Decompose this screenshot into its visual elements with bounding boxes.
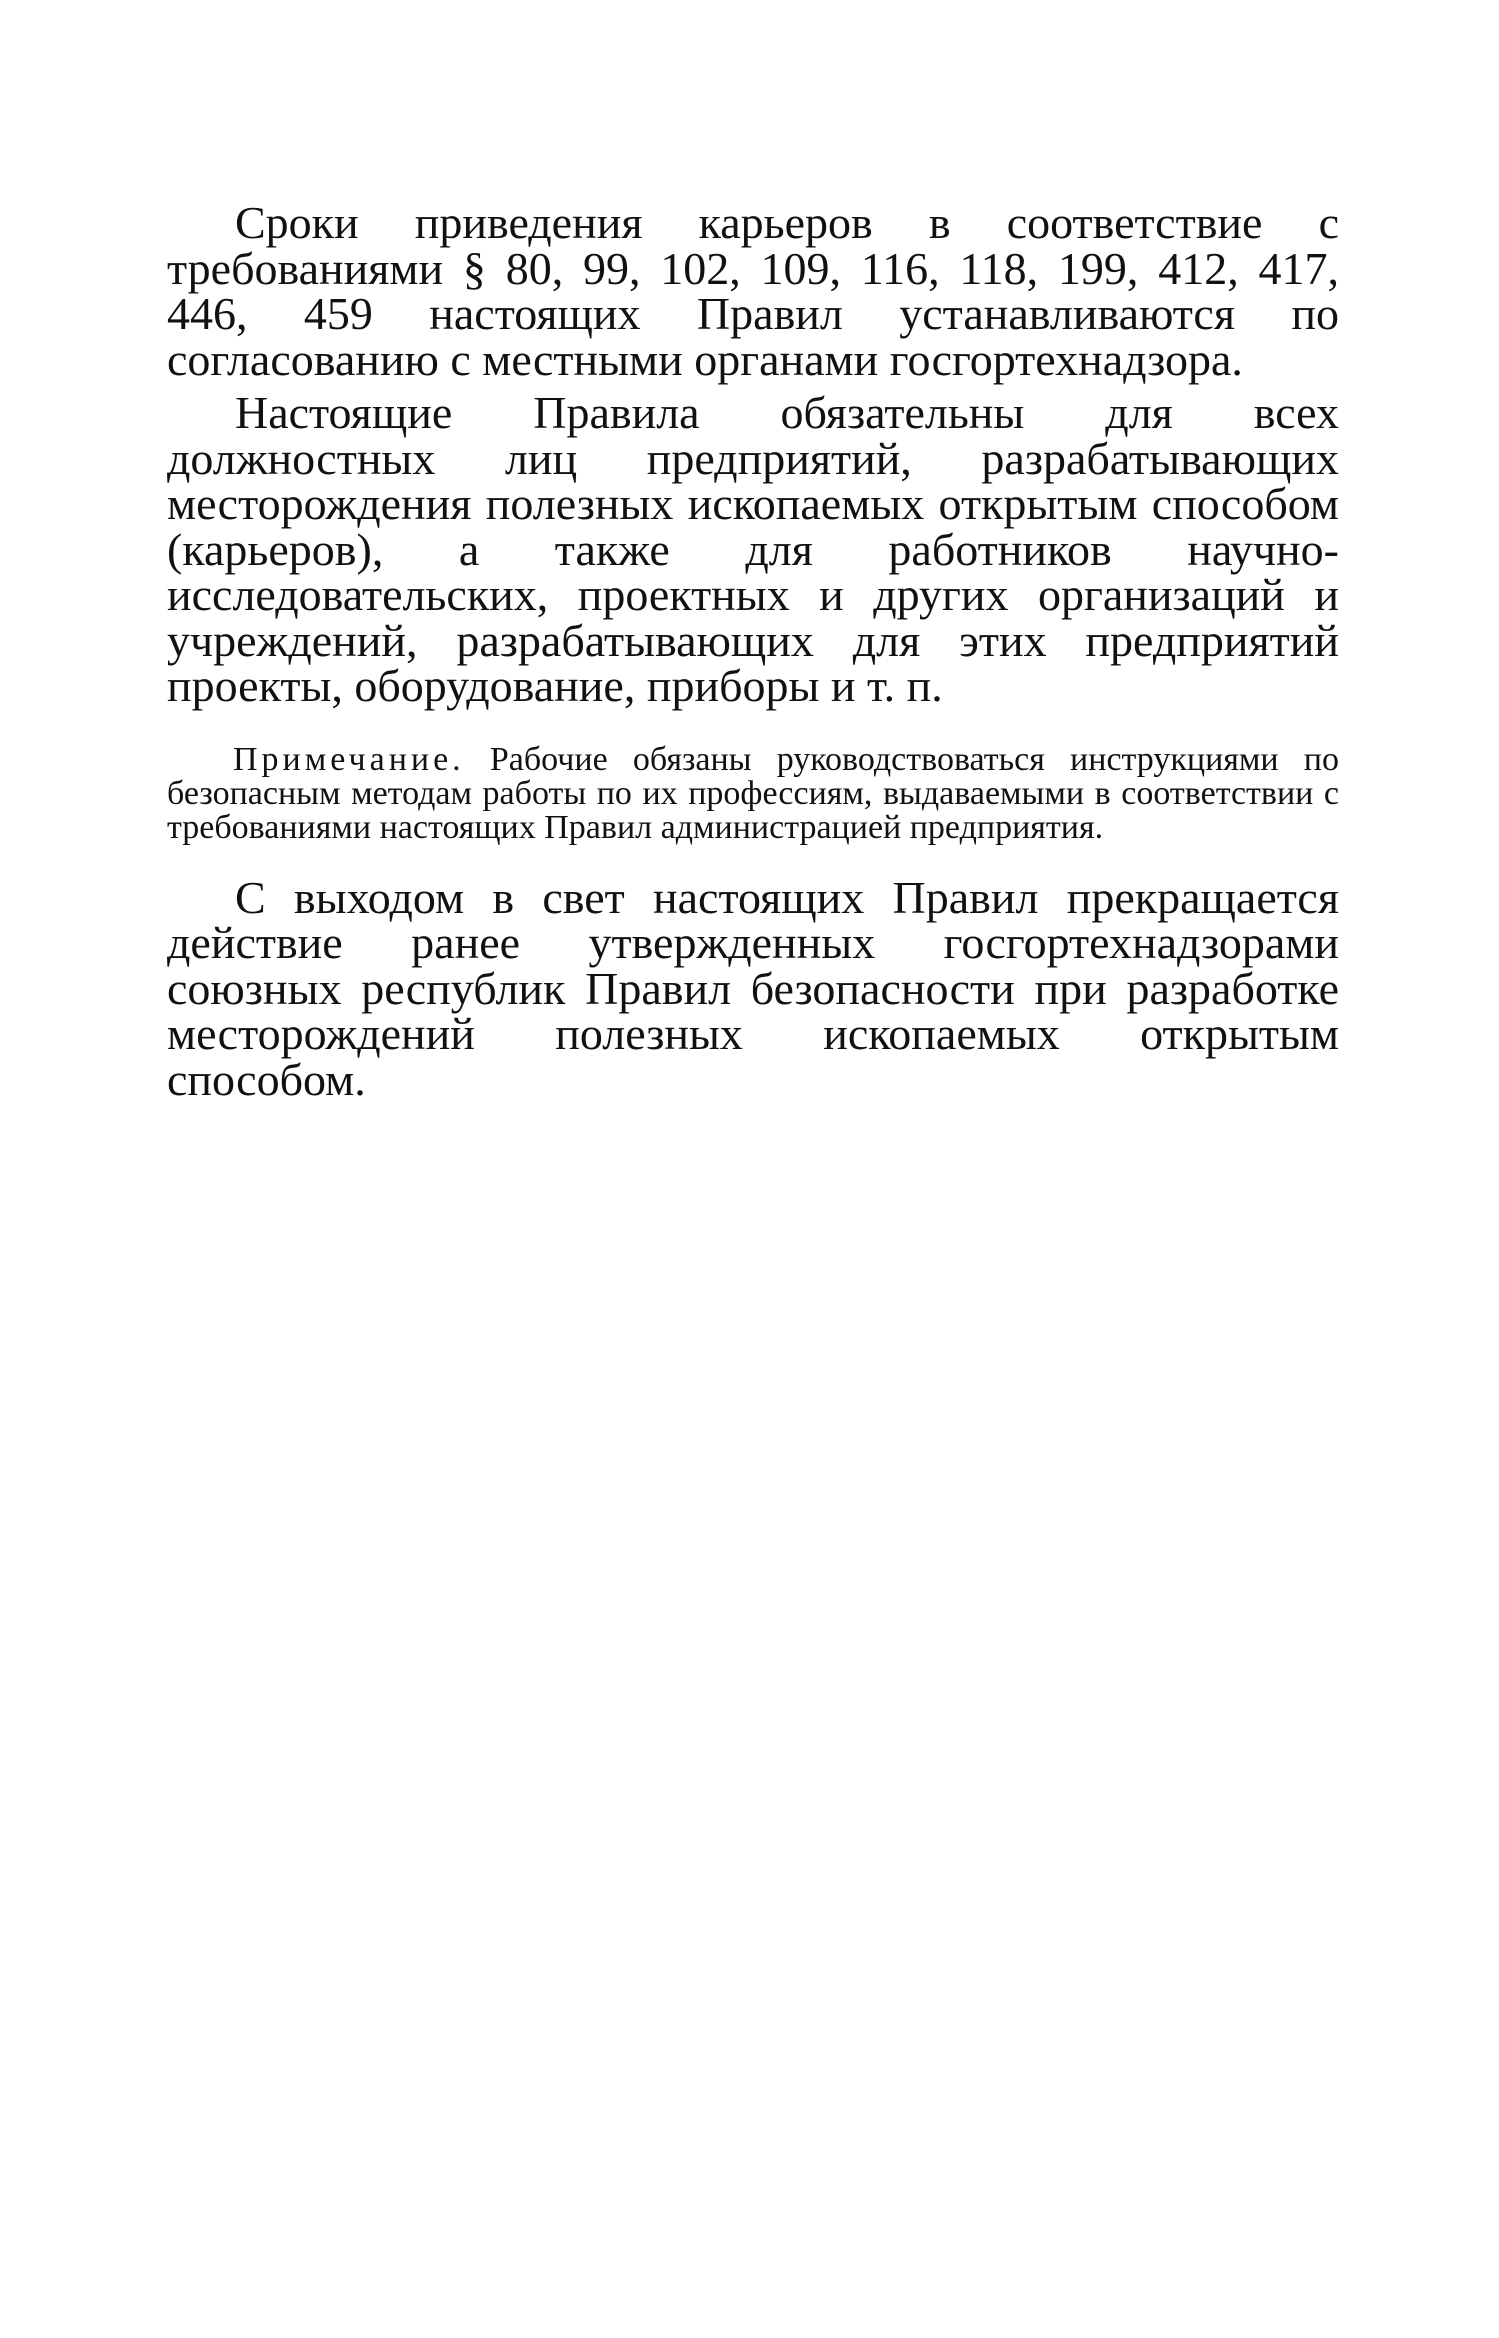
paragraph-applicability: Настоящие Правила обязательны для всех должностных лиц предприятий, разрабатывающих месторождения полезных ископаемых открытым способом (карьеров), а также для работников научно-исследовательских, проектных и других организаций и учреждений, разрабатывающих для этих предприятий проекты, оборудование, приборы и т. п. bbox=[167, 387, 1339, 711]
paragraph-supersedes: С выходом в свет настоящих Правил прекращается действие ранее утвержденных госгортехнадзорами союзных республик Правил безопасности при разработке месторождений полезных ископаемых открытым способом. bbox=[167, 871, 1339, 1105]
note-text: Рабочие обязаны руководствоваться инструкциями по безопасным методам работы по их профессиям, выдаваемыми в соответствии с требованиями настоящих Правил администрацией предприятия. bbox=[167, 740, 1339, 846]
note-label: Примечание. bbox=[233, 740, 465, 778]
note bbox=[167, 740, 1339, 846]
text-block bbox=[167, 197, 1339, 1110]
paragraph-deadlines: Сроки приведения карьеров в соответствие с требованиями § 80, 99, 102, 109, 116, 118, 199, 412, 417, 446, 459 настоящих Правил устанавливаются по согласованию с местными органами госгортехнадзора. bbox=[167, 197, 1339, 385]
